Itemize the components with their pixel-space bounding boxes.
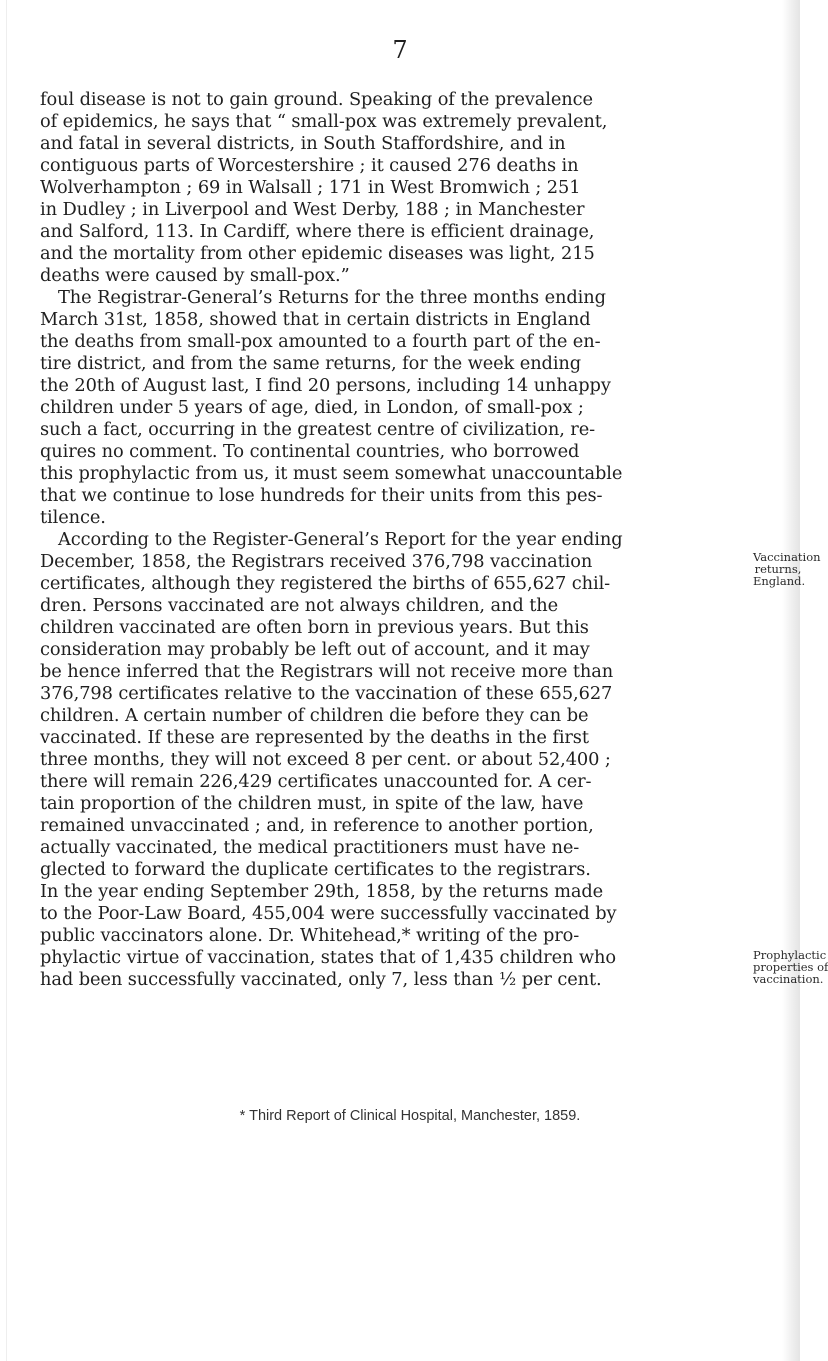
text-line: tain proportion of the children must, in spite of the law, have: [40, 793, 584, 814]
margin-note-line: returns,: [754, 562, 802, 576]
text-line: glected to forward the duplicate certificates to the registrars.: [40, 859, 591, 880]
text-line: According to the Register-General’s Report for the year ending: [58, 529, 623, 550]
text-line: dren. Persons vaccinated are not always children, and the: [40, 595, 559, 616]
text-line: tire district, and from the same returns, for the week ending: [40, 353, 582, 374]
text-line: March 31st, 1858, showed that in certain districts in England: [40, 309, 591, 330]
text-line: to the Poor-Law Board, 455,004 were successfully vaccinated by: [40, 903, 617, 924]
text-line: foul disease is not to gain ground. Speaking of the prevalence: [40, 89, 593, 110]
page-edge-left: [6, 0, 7, 1361]
text-line: the deaths from small-pox amounted to a fourth part of the en-: [40, 331, 601, 352]
text-line: of epidemics, he says that “ small-pox was extremely prevalent,: [40, 111, 608, 132]
margin-note-line: vaccination.: [753, 972, 824, 986]
text-line: and fatal in several districts, in South Staffordshire, and in: [40, 133, 566, 154]
text-line: Wolverhampton ; 69 in Walsall ; 171 in West Bromwich ; 251: [40, 177, 581, 198]
text-line: and the mortality from other epidemic diseases was light, 215: [40, 243, 595, 264]
text-line: The Registrar-General’s Returns for the three months ending: [58, 287, 606, 308]
text-line: children vaccinated are often born in previous years. But this: [40, 617, 589, 638]
text-line: such a fact, occurring in the greatest centre of civilization, re-: [40, 419, 596, 440]
page-edge-right: [782, 0, 800, 1361]
text-line: children under 5 years of age, died, in London, of small-pox ;: [40, 397, 584, 418]
text-line: 376,798 certificates relative to the vaccination of these 655,627: [40, 683, 613, 704]
text-line: that we continue to lose hundreds for their units from this pes-: [40, 485, 603, 506]
footnote: * Third Report of Clinical Hospital, Manchester, 1859.: [239, 1108, 581, 1124]
text-line: three months, they will not exceed 8 per cent. or about 52,400 ;: [40, 749, 611, 770]
text-line: had been successfully vaccinated, only 7, less than ½ per cent.: [40, 969, 602, 990]
text-line: be hence inferred that the Registrars will not receive more than: [40, 661, 614, 682]
text-line: phylactic virtue of vaccination, states that of 1,435 children who: [40, 947, 616, 968]
text-line: vaccinated. If these are represented by the deaths in the first: [40, 727, 589, 748]
margin-note-line: properties of: [753, 960, 828, 974]
margin-note-line: England.: [753, 574, 806, 588]
text-line: December, 1858, the Registrars received 376,798 vaccination: [40, 551, 593, 572]
text-line: contiguous parts of Worcestershire ; it caused 276 deaths in: [40, 155, 579, 176]
text-line: this prophylactic from us, it must seem somewhat unaccountable: [40, 463, 623, 484]
page-number: 7: [392, 36, 408, 64]
text-line: public vaccinators alone. Dr. Whitehead,* writing of the pro-: [40, 925, 580, 946]
margin-note-line: Prophylactic: [753, 948, 827, 962]
text-line: remained unvaccinated ; and, in reference to another portion,: [40, 815, 594, 836]
text-line: tilence.: [40, 507, 106, 528]
text-line: in Dudley ; in Liverpool and West Derby, 188 ; in Manchester: [40, 199, 585, 220]
text-line: In the year ending September 29th, 1858, by the returns made: [40, 881, 604, 902]
text-line: children. A certain number of children die before they can be: [40, 705, 589, 726]
text-line: deaths were caused by small-pox.”: [40, 265, 350, 286]
text-line: actually vaccinated, the medical practitioners must have ne-: [40, 837, 580, 858]
margin-note-line: Vaccination: [753, 550, 821, 564]
text-line: there will remain 226,429 certificates unaccounted for. A cer-: [40, 771, 592, 792]
text-line: quires no comment. To continental countries, who borrowed: [40, 441, 580, 462]
text-line: consideration may probably be left out of account, and it may: [40, 639, 590, 660]
text-line: certificates, although they registered the births of 655,627 chil-: [40, 573, 611, 594]
text-line: the 20th of August last, I find 20 persons, including 14 unhappy: [40, 375, 611, 396]
text-line: and Salford, 113. In Cardiff, where there is efficient drainage,: [40, 221, 595, 242]
